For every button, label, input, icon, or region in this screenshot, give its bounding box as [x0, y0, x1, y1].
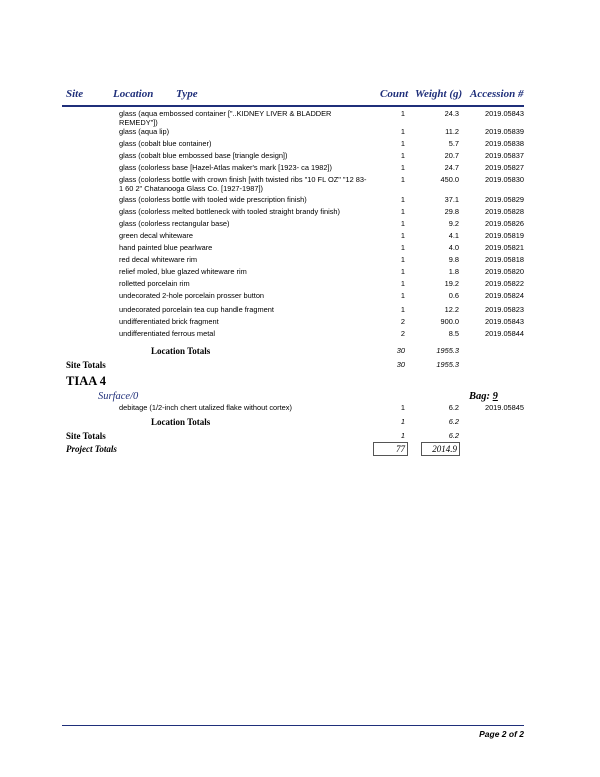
project-totals-count: 77: [373, 442, 408, 456]
row-type: undifferentiated ferrous metal: [119, 329, 215, 338]
row-count: 1: [400, 151, 405, 160]
row-type: rolletted porcelain rim: [119, 279, 190, 288]
row-weight: 29.8: [444, 207, 459, 216]
row-count: 1: [400, 255, 405, 264]
site-totals-weight: 1955.3: [436, 360, 459, 369]
row-accession: 2019.05829: [484, 195, 524, 204]
bag-number: 9: [492, 391, 498, 402]
row-count: 1: [400, 403, 405, 412]
row-count: 1: [400, 163, 405, 172]
column-header-location: Location: [113, 88, 154, 100]
location-totals-count: 30: [396, 346, 405, 355]
row-count: 1: [400, 139, 405, 148]
row-count: 1: [400, 127, 405, 136]
row-type: undifferentiated brick fragment: [119, 317, 219, 326]
header-rule: [62, 105, 524, 107]
row-accession: 2019.05827: [484, 163, 524, 172]
location-totals-count-2: 1: [400, 417, 405, 426]
row-count: 1: [400, 291, 405, 300]
row-type: glass (colorless base [Hazel-Atlas maker's mark [1923- ca 1982]): [119, 163, 332, 172]
row-count: 2: [400, 329, 405, 338]
row-count: 1: [400, 207, 405, 216]
row-weight: 450.0: [440, 175, 459, 184]
row-weight: 37.1: [444, 195, 459, 204]
row-weight: 20.7: [444, 151, 459, 160]
row-type: glass (aqua lip): [119, 127, 170, 136]
row-weight: 12.2: [444, 305, 459, 314]
column-header-weight: Weight (g): [415, 88, 463, 100]
site-totals-label-2: Site Totals: [66, 431, 106, 441]
row-count: 1: [400, 175, 405, 184]
row-type: glass (cobalt blue embossed base [triangle design]): [119, 151, 288, 160]
row-accession: 2019.05830: [484, 175, 524, 184]
project-totals-weight: 2014.9: [421, 442, 460, 456]
row-weight: 4.0: [448, 243, 459, 252]
row-count: 1: [400, 279, 405, 288]
row-type: undecorated 2-hole porcelain prosser button: [119, 291, 265, 300]
column-header-accession: Accession #: [470, 88, 524, 100]
row-count: 1: [400, 305, 405, 314]
row-accession: 2019.05823: [484, 305, 524, 314]
row-type: red decal whiteware rim: [119, 255, 198, 264]
row-weight: 8.5: [448, 329, 459, 338]
surface-heading: Surface/0: [98, 391, 139, 402]
site-heading: TIAA 4: [66, 374, 106, 388]
row-type: glass (cobalt blue container): [119, 139, 212, 148]
row-accession: 2019.05843: [484, 109, 524, 118]
row-type: undecorated porcelain tea cup handle fragment: [119, 305, 274, 314]
row-type: debitage (1/2-inch chert utalized flake without cortex): [119, 403, 292, 412]
row-accession: 2019.05820: [484, 267, 524, 276]
row-type: glass (colorless rectangular base): [119, 219, 230, 228]
row-count: 1: [400, 195, 405, 204]
location-totals-label: Location Totals: [151, 346, 211, 356]
row-count: 1: [400, 231, 405, 240]
row-accession: 2019.05822: [484, 279, 524, 288]
row-accession: 2019.05839: [484, 127, 524, 136]
location-totals-weight-2: 6.2: [448, 417, 459, 426]
row-accession: 2019.05828: [484, 207, 524, 216]
row-accession: 2019.05837: [484, 151, 524, 160]
footer-rule: [62, 725, 524, 726]
column-header-site: Site: [66, 88, 84, 100]
site-totals-count: 30: [396, 360, 405, 369]
row-accession: 2019.05844: [484, 329, 524, 338]
row-accession: 2019.05818: [484, 255, 524, 264]
page-number: Page 2 of 2: [479, 729, 524, 739]
row-type: glass (aqua embossed container ["..KIDNEY LIVER & BLADDER REMEDY"]): [119, 109, 332, 127]
row-count: 1: [400, 267, 405, 276]
row-weight: 9.8: [448, 255, 459, 264]
column-header-count: Count: [380, 88, 409, 100]
row-weight: 19.2: [444, 279, 459, 288]
row-accession: 2019.05845: [484, 403, 524, 412]
row-accession: 2019.05821: [484, 243, 524, 252]
row-type: green decal whiteware: [119, 231, 193, 240]
site-totals-label: Site Totals: [66, 360, 106, 370]
row-type: glass (colorless bottle with crown finish [with twisted ribs "10 FL OZ" "12 83-1 60 2" Chatanooga Glass Co. [1927-1987]): [119, 175, 367, 193]
location-totals-label-2: Location Totals: [151, 417, 211, 427]
project-totals-label: Project Totals: [66, 444, 117, 454]
row-count: 2: [400, 317, 405, 326]
row-count: 1: [400, 243, 405, 252]
row-weight: 9.2: [448, 219, 459, 228]
row-type: glass (colorless bottle with tooled wide prescription finish): [119, 195, 307, 204]
bag-label: [469, 391, 498, 402]
site-totals-weight-2: 6.2: [448, 431, 459, 440]
row-accession: 2019.05843: [484, 317, 524, 326]
bag-label-text: Bag:: [469, 391, 490, 402]
row-count: 1: [400, 109, 405, 118]
row-accession: 2019.05824: [484, 291, 524, 300]
location-totals-weight: 1955.3: [436, 346, 459, 355]
row-weight: 6.2: [448, 403, 459, 412]
row-weight: 0.6: [448, 291, 459, 300]
row-weight: 11.2: [445, 127, 459, 136]
row-weight: 5.7: [448, 139, 459, 148]
row-weight: 24.3: [444, 109, 459, 118]
row-type: relief moled, blue glazed whiteware rim: [119, 267, 247, 276]
row-weight: 24.7: [444, 163, 459, 172]
row-accession: 2019.05826: [484, 219, 524, 228]
row-accession: 2019.05838: [484, 139, 524, 148]
row-accession: 2019.05819: [484, 231, 524, 240]
row-weight: 4.1: [448, 231, 459, 240]
row-type: glass (colorless melted bottleneck with tooled straight brandy finish): [119, 207, 341, 216]
column-header-type: Type: [176, 88, 198, 100]
row-count: 1: [400, 219, 405, 228]
site-totals-count-2: 1: [400, 431, 405, 440]
row-weight: 1.8: [448, 267, 459, 276]
row-type: hand painted blue pearlware: [119, 243, 213, 252]
row-weight: 900.0: [440, 317, 459, 326]
